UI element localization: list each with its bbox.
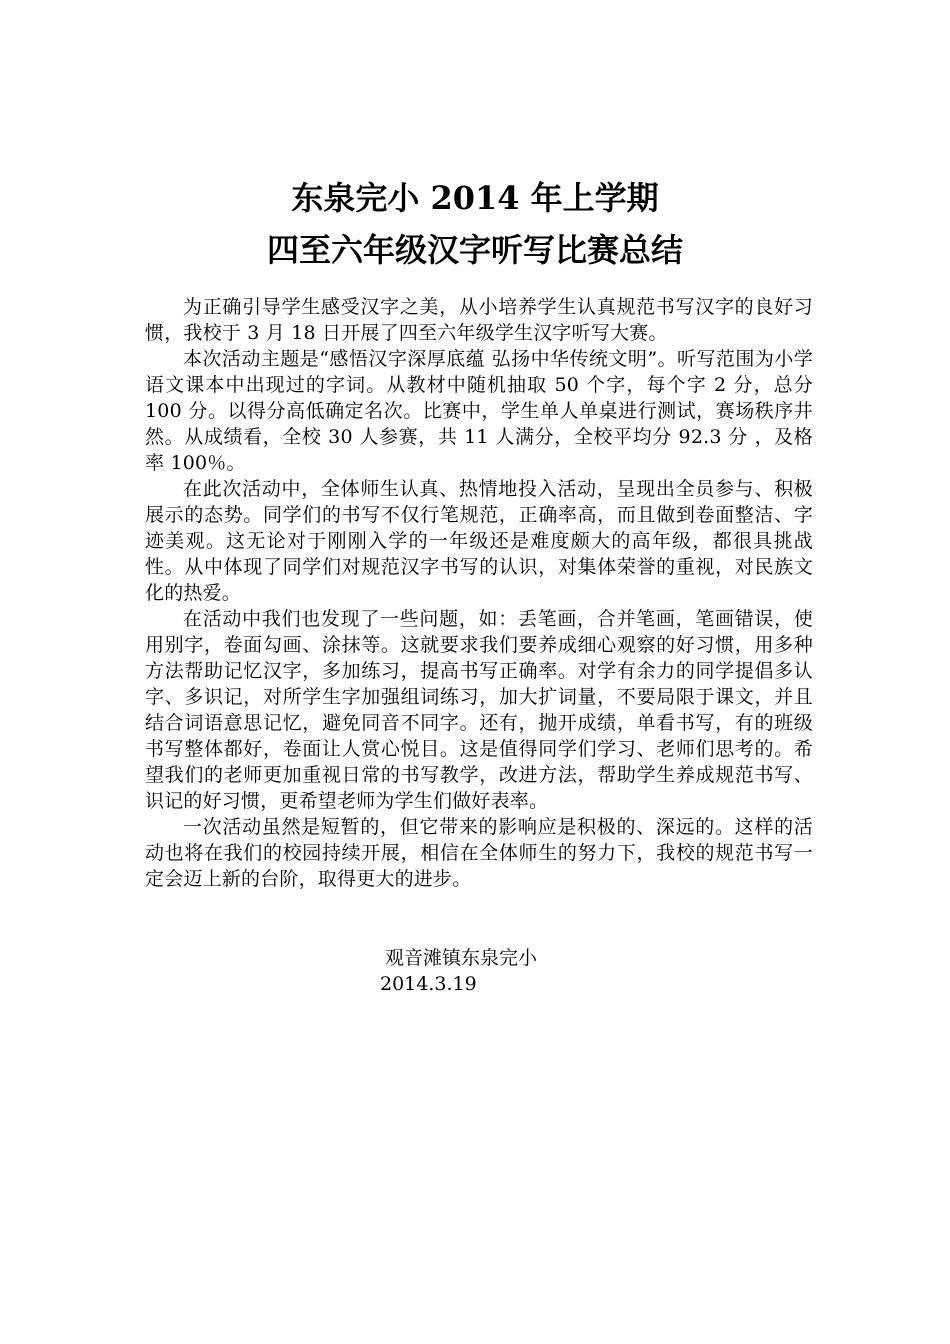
document-title-line-1: 东泉完小 2014 年上学期 — [291, 179, 659, 217]
paragraph-participation: 在此次活动中，全体师生认真、热情地投入活动，呈现出全员参与、积极展示的态势。同学们的书写不仅行笔规范，正确率高，而且做到卷面整洁、字迹美观。这无论对于刚刚入学的一年级还是难度颇大的高年级，都很具挑战性。从中体现了同学们对规范汉字书写的认识，对集体荣誉的重视，对民族文化的热爱。 — [145, 478, 813, 604]
paragraph-theme: 本次活动主题是“感悟汉字深厚底蕴 弘扬中华传统文明”。听写范围为小学语文课本中出现过的字词。从教材中随机抽取 50 个字，每个字 2 分，总分 100 分。以得分高低确定名次。比赛中，学生单人单桌进行测试，赛场秩序井然。从成绩看，全校 30 人参赛，共 11 人满分，全校平均分 92.3 分 ，及格率 100％。 — [145, 348, 813, 474]
paragraph-problems: 在活动中我们也发现了一些问题，如：丢笔画，合并笔画，笔画错误，使用别字，卷面勾画、涂抹等。这就要求我们要养成细心观察的好习惯，用多种方法帮助记忆汉字，多加练习，提高书写正确率。对学有余力的同学提倡多认字、多识记，对所学生字加强组词练习，加大扩词量，不要局限于课文，并且结合词语意思记忆，避免同音不同字。还有，抛开成绩，单看书写，有的班级书写整体都好，卷面让人赏心悦目。这是值得同学们学习、老师们思考的。希望我们的老师更加重视日常的书写教学，改进方法，帮助学生养成规范书写、识记的好习惯，更希望老师为学生们做好表率。 — [145, 608, 813, 812]
document-body — [145, 294, 813, 892]
paragraph-intro: 为正确引导学生感受汉字之美，从小培养学生认真规范书写汉字的良好习惯，我校于 3 月 18 日开展了四至六年级学生汉字听写大赛。 — [145, 296, 813, 344]
paragraph-conclusion: 一次活动虽然是短暂的，但它带来的影响应是积极的、深远的。这样的活动也将在我们的校园持续开展，相信在全体师生的努力下，我校的规范书写一定会迈上新的台阶，取得更大的进步。 — [145, 816, 813, 890]
signature-organization: 观音滩镇东泉完小 — [385, 947, 538, 969]
signature-date: 2014.3.19 — [380, 973, 477, 995]
document-title-line-2: 四至六年级汉字听写比赛总结 — [266, 231, 683, 269]
